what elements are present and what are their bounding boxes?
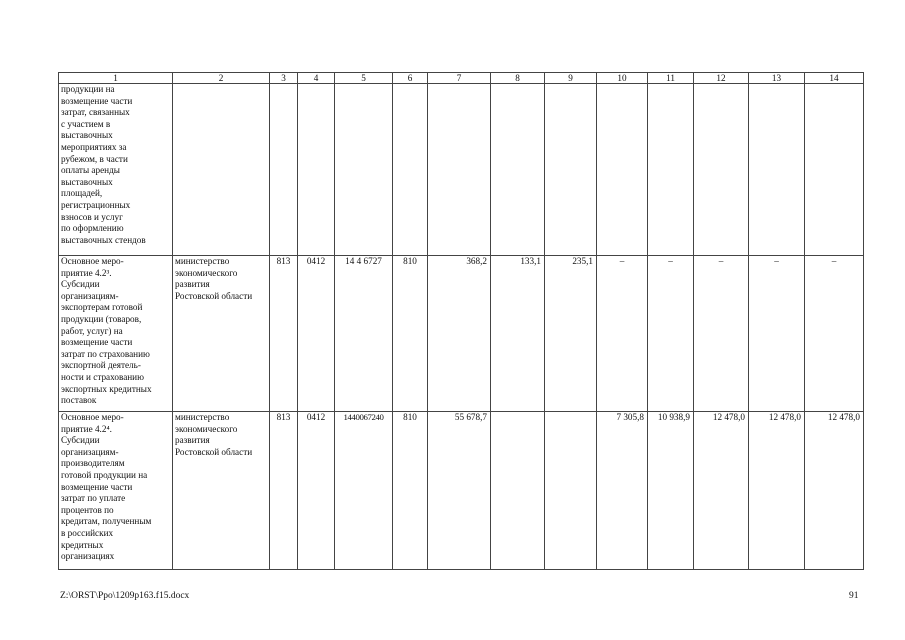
year-cell: 12 478,0: [805, 412, 864, 570]
vr-cell: [393, 84, 428, 256]
year-cell: –: [694, 256, 749, 412]
total-cell: 368,2: [428, 256, 491, 412]
total-cell: 55 678,7: [428, 412, 491, 570]
csr-cell: 1440067240: [335, 412, 393, 570]
column-header: 14: [805, 73, 864, 84]
year-cell: 10 938,9: [648, 412, 694, 570]
rzpr-cell: 0412: [298, 256, 335, 412]
column-header: 2: [173, 73, 270, 84]
column-header: 12: [694, 73, 749, 84]
budget-table: [58, 72, 864, 570]
measure-cell: Основное меро- приятие 4.2⁴. Субсидии организациям- производителям готовой продукции на возмещение части затрат по уплате процентов по кредитам, полученным в российских кредитных организациях: [59, 412, 173, 570]
year-cell: [749, 84, 805, 256]
grbs-cell: 813: [270, 256, 298, 412]
measure-cell: продукции на возмещение части затрат, связанных с участием в выставочных мероприятиях за рубежом, в части оплаты аренды выставочных площадей, регистрационных взносов и услуг по оформлению выставочных стендов: [59, 84, 173, 256]
total-cell: [428, 84, 491, 256]
csr-cell: 14 4 6727: [335, 256, 393, 412]
rzpr-cell: 0412: [298, 412, 335, 570]
header-row: [59, 73, 864, 84]
year-cell: 133,1: [491, 256, 545, 412]
year-cell: [805, 84, 864, 256]
column-header: 8: [491, 73, 545, 84]
rzpr-cell: [298, 84, 335, 256]
column-header: 10: [597, 73, 648, 84]
column-header: 9: [545, 73, 597, 84]
executor-cell: министерство экономического развития Ростовской области: [173, 256, 270, 412]
year-cell: –: [597, 256, 648, 412]
year-cell: –: [805, 256, 864, 412]
column-header: 7: [428, 73, 491, 84]
year-cell: 12 478,0: [749, 412, 805, 570]
column-header: 11: [648, 73, 694, 84]
vr-cell: 810: [393, 256, 428, 412]
executor-cell: [173, 84, 270, 256]
table-row: [59, 256, 864, 412]
year-cell: [491, 84, 545, 256]
column-header: 13: [749, 73, 805, 84]
column-header: 6: [393, 73, 428, 84]
column-header: 1: [59, 73, 173, 84]
year-cell: 7 305,8: [597, 412, 648, 570]
year-cell: –: [648, 256, 694, 412]
year-cell: [491, 412, 545, 570]
file-path: Z:\ORST\Ppo\1209p163.f15.docx: [60, 591, 190, 601]
year-cell: –: [749, 256, 805, 412]
vr-cell: 810: [393, 412, 428, 570]
measure-cell: Основное меро- приятие 4.2³. Субсидии организациям- экспортерам готовой продукции (товаров, работ, услуг) на возмещение части затрат по страхованию экспортной деятель- ности и страхованию экспортных кредитных поставок: [59, 256, 173, 412]
grbs-cell: 813: [270, 412, 298, 570]
year-cell: [597, 84, 648, 256]
year-cell: 235,1: [545, 256, 597, 412]
year-cell: 12 478,0: [694, 412, 749, 570]
column-header: 4: [298, 73, 335, 84]
year-cell: [648, 84, 694, 256]
table-row: [59, 412, 864, 570]
grbs-cell: [270, 84, 298, 256]
table-row: [59, 84, 864, 256]
page-number: 91: [849, 591, 859, 601]
csr-cell: [335, 84, 393, 256]
column-header: 3: [270, 73, 298, 84]
executor-cell: министерство экономического развития Ростовской области: [173, 412, 270, 570]
year-cell: [694, 84, 749, 256]
year-cell: [545, 412, 597, 570]
column-header: 5: [335, 73, 393, 84]
year-cell: [545, 84, 597, 256]
